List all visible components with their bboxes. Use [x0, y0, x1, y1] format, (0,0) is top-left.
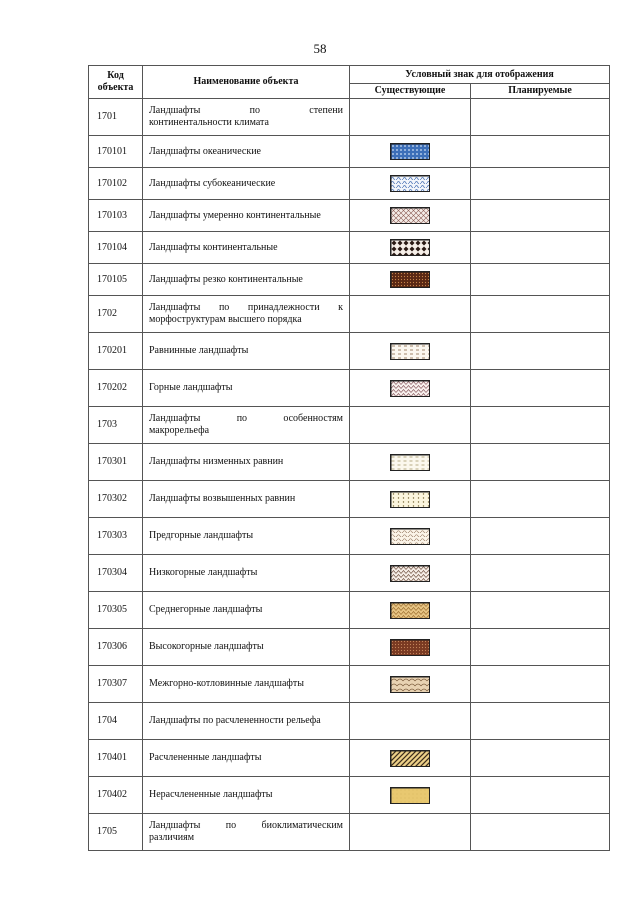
table-row	[89, 444, 610, 481]
table-row	[89, 777, 610, 814]
planned-symbol-cell	[471, 232, 610, 264]
planned-symbol-cell	[471, 703, 610, 740]
existing-symbol-cell	[350, 703, 471, 740]
continental-swatch	[390, 239, 430, 256]
header-existing: Существующие	[350, 84, 471, 99]
object-code: 1702	[89, 296, 143, 333]
object-name-line1: Ландшафты по степени	[149, 105, 343, 116]
sharp-swatch	[390, 271, 430, 288]
table-row	[89, 296, 610, 333]
planned-symbol-cell	[471, 777, 610, 814]
existing-symbol-cell	[350, 264, 471, 296]
planned-symbol-cell	[471, 629, 610, 666]
existing-symbol-cell	[350, 444, 471, 481]
planned-symbol-cell	[471, 592, 610, 629]
highmount-swatch	[390, 639, 430, 656]
object-code: 170302	[89, 481, 143, 518]
table-row	[89, 629, 610, 666]
object-name: Ландшафты по расчлененности рельефа	[143, 703, 350, 740]
page-number: 58	[313, 41, 327, 56]
planned-symbol-cell	[471, 666, 610, 703]
object-name: Высокогорные ландшафты	[143, 629, 350, 666]
table-row	[89, 740, 610, 777]
object-name-line1: Ландшафты по особенностям	[149, 413, 343, 424]
header-code: Код объекта	[89, 66, 143, 99]
existing-symbol-cell	[350, 777, 471, 814]
planned-symbol-cell	[471, 518, 610, 555]
table-row	[89, 407, 610, 444]
planned-symbol-cell	[471, 370, 610, 407]
object-code: 170103	[89, 200, 143, 232]
existing-symbol-cell	[350, 136, 471, 168]
foothill-swatch	[390, 528, 430, 545]
table-row	[89, 168, 610, 200]
object-code: 170306	[89, 629, 143, 666]
object-name: Ландшафты континентальные	[143, 232, 350, 264]
planned-symbol-cell	[471, 99, 610, 136]
object-code: 170104	[89, 232, 143, 264]
object-name-line2: континентальности климата	[149, 117, 269, 128]
object-code: 170402	[89, 777, 143, 814]
dissected-swatch	[390, 750, 430, 767]
existing-symbol-cell	[350, 555, 471, 592]
planned-symbol-cell	[471, 136, 610, 168]
object-name: Расчлененные ландшафты	[143, 740, 350, 777]
table-row	[89, 518, 610, 555]
upland-swatch	[390, 491, 430, 508]
object-code: 1704	[89, 703, 143, 740]
object-name: Низкогорные ландшафты	[143, 555, 350, 592]
table-row	[89, 136, 610, 168]
planned-symbol-cell	[471, 264, 610, 296]
header-name: Наименование объекта	[143, 66, 350, 99]
table-row	[89, 555, 610, 592]
object-name-line2: макрорельефа	[149, 425, 210, 436]
planned-symbol-cell	[471, 168, 610, 200]
object-name: Ландшафты возвышенных равнин	[143, 481, 350, 518]
planned-symbol-cell	[471, 740, 610, 777]
object-name: Нерасчлененные ландшафты	[143, 777, 350, 814]
object-code: 170305	[89, 592, 143, 629]
object-name: Ландшафты субокеанические	[143, 168, 350, 200]
undissected-swatch	[390, 787, 430, 804]
object-name: Ландшафты резко континентальные	[143, 264, 350, 296]
temperate-swatch	[390, 207, 430, 224]
object-name: Ландшафты океанические	[143, 136, 350, 168]
planned-symbol-cell	[471, 555, 610, 592]
existing-symbol-cell	[350, 740, 471, 777]
lowland-swatch	[390, 454, 430, 471]
mountain-swatch	[390, 380, 430, 397]
table-row	[89, 666, 610, 703]
table-row	[89, 232, 610, 264]
object-code: 170201	[89, 333, 143, 370]
basin-swatch	[390, 676, 430, 693]
object-name	[143, 99, 350, 136]
object-code: 170105	[89, 264, 143, 296]
existing-symbol-cell	[350, 666, 471, 703]
existing-symbol-cell	[350, 232, 471, 264]
header-planned: Планируемые	[471, 84, 610, 99]
planned-symbol-cell	[471, 481, 610, 518]
table-row	[89, 264, 610, 296]
object-name	[143, 296, 350, 333]
planned-symbol-cell	[471, 814, 610, 851]
planned-symbol-cell	[471, 200, 610, 232]
existing-symbol-cell	[350, 592, 471, 629]
object-code: 170307	[89, 666, 143, 703]
object-name-line2: различиям	[149, 832, 195, 843]
table-row	[89, 592, 610, 629]
header-symbol-group: Условный знак для отображения	[350, 66, 610, 84]
suboceanic-swatch	[390, 175, 430, 192]
table-row	[89, 481, 610, 518]
object-code: 170401	[89, 740, 143, 777]
object-name	[143, 814, 350, 851]
object-code: 170304	[89, 555, 143, 592]
object-code: 170202	[89, 370, 143, 407]
existing-symbol-cell	[350, 370, 471, 407]
object-code: 1703	[89, 407, 143, 444]
legend-table	[88, 65, 610, 851]
object-name	[143, 407, 350, 444]
planned-symbol-cell	[471, 407, 610, 444]
object-code: 170301	[89, 444, 143, 481]
object-name: Межгорно-котловинные ландшафты	[143, 666, 350, 703]
object-name: Горные ландшафты	[143, 370, 350, 407]
existing-symbol-cell	[350, 814, 471, 851]
object-name: Ландшафты низменных равнин	[143, 444, 350, 481]
existing-symbol-cell	[350, 296, 471, 333]
existing-symbol-cell	[350, 518, 471, 555]
planned-symbol-cell	[471, 296, 610, 333]
existing-symbol-cell	[350, 629, 471, 666]
existing-symbol-cell	[350, 407, 471, 444]
object-name: Равнинные ландшафты	[143, 333, 350, 370]
oceanic-swatch	[390, 143, 430, 160]
table-row	[89, 333, 610, 370]
plain-swatch	[390, 343, 430, 360]
object-name-line1: Ландшафты по принадлежности к	[149, 302, 343, 313]
object-code: 1701	[89, 99, 143, 136]
table-row	[89, 703, 610, 740]
existing-symbol-cell	[350, 200, 471, 232]
table-row	[89, 99, 610, 136]
object-code: 170101	[89, 136, 143, 168]
object-name: Ландшафты умеренно континентальные	[143, 200, 350, 232]
midmount-swatch	[390, 602, 430, 619]
object-name: Предгорные ландшафты	[143, 518, 350, 555]
object-name-line1: Ландшафты по биоклиматическим	[149, 820, 343, 831]
existing-symbol-cell	[350, 333, 471, 370]
existing-symbol-cell	[350, 481, 471, 518]
object-code: 170102	[89, 168, 143, 200]
object-code: 170303	[89, 518, 143, 555]
planned-symbol-cell	[471, 333, 610, 370]
object-name-line2: морфоструктурам высшего порядка	[149, 314, 302, 325]
table-row	[89, 370, 610, 407]
lowmount-swatch	[390, 565, 430, 582]
object-name: Среднегорные ландшафты	[143, 592, 350, 629]
object-code: 1705	[89, 814, 143, 851]
table-row	[89, 200, 610, 232]
existing-symbol-cell	[350, 99, 471, 136]
table-row	[89, 814, 610, 851]
planned-symbol-cell	[471, 444, 610, 481]
existing-symbol-cell	[350, 168, 471, 200]
